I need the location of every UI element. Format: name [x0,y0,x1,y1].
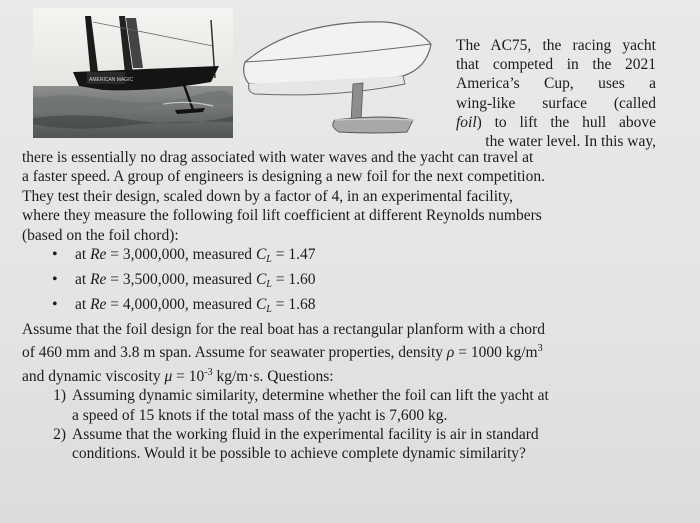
question-line: a speed of 15 knots if the total mass of the yacht is 7,600 kg. [72,406,448,424]
intro-line: that competed in the 2021 [456,56,656,74]
intro-paragraph [456,36,656,151]
intro-line: foil) to lift the hull above [456,113,656,131]
foil-sketch [235,10,445,145]
question-line: Assuming dynamic similarity, determine whether the foil can lift the yacht at [72,387,549,405]
intro-line: America’s Cup, uses a [456,75,656,93]
intro-line: The AC75, the racing yacht [456,37,656,54]
assume-line: Assume that the foil design for the real boat has a rectangular planform with a chord [22,321,545,339]
viscosity-symbol: μ [164,367,173,385]
question-line: Assume that the working fluid in the experimental facility is air in standard [72,426,539,444]
hull-lettering: AMERICAN MAGIC [89,77,134,83]
yacht-photo [33,8,233,138]
body-line: They test their design, scaled down by a factor of 4, in an experimental facility, [22,187,513,205]
body-line: there is essentially no drag associated with water waves and the yacht can travel at [22,149,534,166]
problem-body [22,148,662,464]
density-symbol: ρ [446,344,455,362]
question-2 [22,425,662,464]
question-number: 1) [53,387,66,405]
body-line: a faster speed. A group of engineers is designing a new foil for the next competition. [22,168,545,186]
question-1 [22,386,662,425]
assume-line: of 460 mm and 3.8 m span. Assume for seawater properties, density ρ = 1000 $kg/m^3$ [22,343,543,362]
question-line: conditions. Would it be possible to achieve complete dynamic similarity? [72,445,526,463]
measurement-item: • at Re = 3,500,000, measured $C_L = 1.60$ [22,270,662,295]
intro-line: the water level. In this way, [485,133,656,151]
measurement-item: • at Re = 3,000,000, measured $C_L = 1.47$ [22,245,662,270]
intro-line: wing-like surface (called [456,94,656,112]
question-number: 2) [53,426,66,444]
body-line: (based on the foil chord): [22,226,179,244]
measurement-list [22,245,662,320]
body-line: where they measure the following foil lift coefficient at different Reynolds numbers [22,207,542,225]
measurement-item: • at Re = 4,000,000, measured $C_L = 1.68$ [22,295,662,320]
assume-line: and dynamic viscosity $\mu = 10^{-3}$ kg/m·s. Questions: [22,366,334,385]
